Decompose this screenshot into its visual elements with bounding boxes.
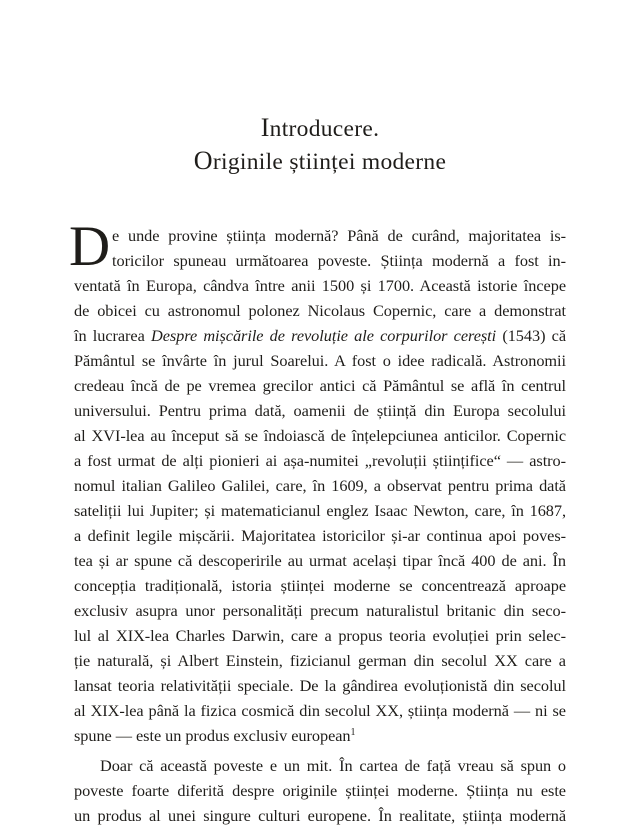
body-line: Pământul se învârte în jurul Soarelui. A fost o idee radicală. Astronomii [74,351,566,370]
body-line: un produs al unei singure culturi europene. În realitate, știința modernă [74,806,566,825]
body-line: sateliții lui Jupiter; și matematicianul englez Isaac Newton, care, în 1687, [74,501,566,520]
body-line: credeau încă de pe vremea grecilor antici că Pământul se află în centrul [74,376,566,395]
book-title: Despre mișcările de revoluție ale corpurilor cerești [151,326,497,345]
body-line-last: spune — este un produs exclusiv european$^1$ [74,726,356,745]
body-line: lul al XIX-lea Charles Darwin, care a propus teoria evoluției prin selec- [74,626,566,645]
body-line: ventată în Europa, cândva între anii 1500 și 1700. Această istorie începe [74,276,566,295]
body-line: nomul italian Galileo Galilei, care, în 1609, a observat pentru prima dată [74,476,566,495]
body-line: ție naturală, și Albert Einstein, fizicianul german din secolul XX care a [74,651,566,670]
body-line: concepția tradițională, istoria științei moderne se concentrează aproape [74,576,566,595]
drop-cap: D [69,215,111,278]
body-line: Doar că această poveste e un mit. În cartea de față vreau să spun o [100,756,566,775]
chapter-title-line-1 [0,115,640,142]
body-line: lansat teoria relativității speciale. De la gândirea evoluționistă din secolul [74,676,566,695]
body-line: de obicei cu astronomul polonez Nicolaus Copernic, care a demonstrat [74,301,566,320]
body-line: al XIX-lea până la fizica cosmică din secolul XX, știința modernă — ni se [74,701,566,720]
body-line: al XVI-lea au început să se îndoiască de înțelepciunea anticilor. Copernic [74,426,566,445]
title-initial: I [260,113,270,142]
body-line-with-book-title: în lucrarea Despre mișcările de revoluție ale corpurilor cerești (1543) că [74,326,566,345]
title-initial: O [193,146,213,175]
body-line: exclusiv asupra unor personalități precum naturalistul britanic din seco- [74,601,566,620]
body-line: poveste foarte diferită despre originile științei moderne. Știința nu este [74,781,566,800]
footnote-ref[interactable]: 1 [350,727,356,738]
body-line: e unde provine știința modernă? Până de curând, majoritatea is- [112,226,566,245]
chapter-title-line-2 [0,148,640,175]
title-rest: riginile științei moderne [212,149,447,175]
body-line: toricilor spuneau următoarea poveste. Știința modernă a fost in- [112,251,566,270]
body-line: tea și ar spune că descoperirile au urmat același tipar încă 400 de ani. În [74,551,566,570]
title-rest: ntroducere. [269,116,380,142]
body-line: universului. Pentru prima dată, oamenii de știință din Europa secolului [74,401,566,420]
body-line: a definit legile mișcării. Majoritatea istoricilor și-ar continua apoi poves- [74,526,566,545]
body-line: a fost urmat de alți pionieri ai așa-numitei „revoluții științifice“ — astro- [74,451,566,470]
